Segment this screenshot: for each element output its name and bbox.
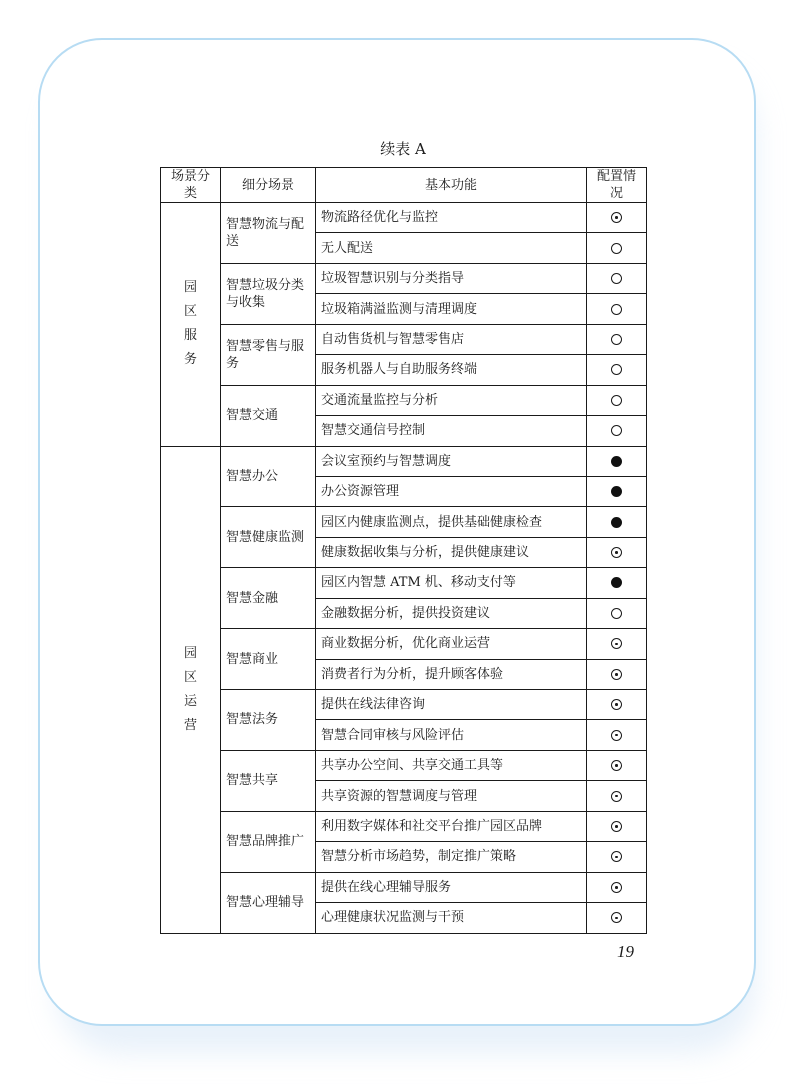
table-row — [161, 446, 647, 476]
config-cell — [587, 629, 647, 659]
header-subscene: 细分场景 — [221, 168, 316, 203]
open-circle-icon — [611, 304, 622, 315]
config-symbol — [622, 209, 623, 210]
config-cell — [587, 750, 647, 780]
filled-circle-icon — [611, 517, 622, 528]
config-symbol — [622, 757, 623, 758]
function-cell: 垃圾箱满溢监测与清理调度 — [316, 294, 587, 324]
function-cell: 消费者行为分析，提升顾客体验 — [316, 659, 587, 689]
table-row — [161, 690, 647, 720]
table-header-row — [161, 168, 647, 203]
config-cell — [587, 903, 647, 933]
function-cell: 心理健康状况监测与干预 — [316, 903, 587, 933]
function-cell: 垃圾智慧识别与分类指导 — [316, 263, 587, 293]
dotted-circle-icon — [611, 212, 622, 223]
config-symbol — [622, 392, 623, 393]
filled-circle-icon — [611, 577, 622, 588]
config-cell — [587, 781, 647, 811]
dotted-circle-icon — [611, 760, 622, 771]
dotted-circle-icon — [611, 791, 622, 802]
config-symbol — [622, 879, 623, 880]
config-cell — [587, 355, 647, 385]
function-cell: 无人配送 — [316, 233, 587, 263]
scene-category-label: 园区运营 — [184, 645, 198, 733]
config-symbol — [622, 788, 623, 789]
config-cell — [587, 811, 647, 841]
function-cell: 利用数字媒体和社交平台推广园区品牌 — [316, 811, 587, 841]
open-circle-icon — [611, 243, 622, 254]
table-row — [161, 568, 647, 598]
config-symbol — [622, 818, 623, 819]
function-cell: 提供在线心理辅导服务 — [316, 872, 587, 902]
dotted-circle-icon — [611, 912, 622, 923]
config-symbol — [622, 453, 623, 454]
function-cell: 会议室预约与智慧调度 — [316, 446, 587, 476]
function-cell: 智慧合同审核与风险评估 — [316, 720, 587, 750]
dotted-circle-icon — [611, 730, 622, 741]
config-symbol — [622, 270, 623, 271]
subscene-cell: 智慧交通 — [221, 385, 316, 446]
config-cell — [587, 598, 647, 628]
subscene-cell: 智慧物流与配送 — [221, 203, 316, 264]
function-cell: 物流路径优化与监控 — [316, 203, 587, 233]
filled-circle-icon — [611, 486, 622, 497]
config-symbol — [622, 422, 623, 423]
dotted-circle-icon — [611, 821, 622, 832]
open-circle-icon — [611, 334, 622, 345]
dotted-circle-icon — [611, 882, 622, 893]
config-cell — [587, 233, 647, 263]
filled-circle-icon — [611, 456, 622, 467]
open-circle-icon — [611, 425, 622, 436]
subscene-cell: 智慧共享 — [221, 750, 316, 811]
config-cell — [587, 416, 647, 446]
table-caption: 续表 A — [380, 140, 426, 158]
function-cell: 园区内健康监测点，提供基础健康检查 — [316, 507, 587, 537]
page-number: 19 — [617, 942, 634, 961]
table-row — [161, 324, 647, 354]
config-cell — [587, 842, 647, 872]
open-circle-icon — [611, 395, 622, 406]
config-cell — [587, 659, 647, 689]
config-symbol — [622, 361, 623, 362]
subscene-cell: 智慧法务 — [221, 690, 316, 751]
subscene-cell: 智慧零售与服务 — [221, 324, 316, 385]
dotted-circle-icon — [611, 669, 622, 680]
function-cell: 智慧交通信号控制 — [316, 416, 587, 446]
config-symbol — [622, 483, 623, 484]
function-cell: 服务机器人与自助服务终端 — [316, 355, 587, 385]
function-cell: 商业数据分析，优化商业运营 — [316, 629, 587, 659]
function-cell: 共享办公空间、共享交通工具等 — [316, 750, 587, 780]
header-function: 基本功能 — [316, 168, 587, 203]
config-symbol — [622, 301, 623, 302]
function-cell: 交通流量监控与分析 — [316, 385, 587, 415]
config-cell — [587, 385, 647, 415]
subscene-cell: 智慧垃圾分类与收集 — [221, 263, 316, 324]
subscene-cell: 智慧心理辅导 — [221, 872, 316, 933]
scene-category-cell — [161, 446, 221, 933]
dotted-circle-icon — [611, 851, 622, 862]
config-symbol — [622, 635, 623, 636]
function-cell: 共享资源的智慧调度与管理 — [316, 781, 587, 811]
table-row — [161, 750, 647, 780]
header-config: 配置情况 — [587, 168, 647, 203]
config-symbol — [622, 574, 623, 575]
table-row — [161, 872, 647, 902]
config-symbol — [622, 514, 623, 515]
dotted-circle-icon — [611, 699, 622, 710]
header-category: 场景分类 — [161, 168, 221, 203]
subscene-cell: 智慧健康监测 — [221, 507, 316, 568]
config-symbol — [622, 909, 623, 910]
scene-category-cell — [161, 203, 221, 447]
table-row — [161, 507, 647, 537]
config-cell — [587, 568, 647, 598]
config-cell — [587, 872, 647, 902]
config-symbol — [622, 240, 623, 241]
table-row — [161, 385, 647, 415]
open-circle-icon — [611, 273, 622, 284]
open-circle-icon — [611, 364, 622, 375]
config-cell — [587, 720, 647, 750]
config-symbol — [622, 605, 623, 606]
config-cell — [587, 203, 647, 233]
function-cell: 园区内智慧 ATM 机、移动支付等 — [316, 568, 587, 598]
config-cell — [587, 690, 647, 720]
config-cell — [587, 294, 647, 324]
config-cell — [587, 446, 647, 476]
table-row — [161, 811, 647, 841]
subscene-cell: 智慧办公 — [221, 446, 316, 507]
config-symbol — [622, 331, 623, 332]
function-cell: 金融数据分析，提供投资建议 — [316, 598, 587, 628]
config-cell — [587, 476, 647, 506]
table-row — [161, 263, 647, 293]
function-cell: 智慧分析市场趋势，制定推广策略 — [316, 842, 587, 872]
config-symbol — [622, 544, 623, 545]
function-cell: 自动售货机与智慧零售店 — [316, 324, 587, 354]
open-circle-icon — [611, 608, 622, 619]
function-cell: 提供在线法律咨询 — [316, 690, 587, 720]
table-row — [161, 629, 647, 659]
config-symbol — [622, 848, 623, 849]
function-cell: 健康数据收集与分析，提供健康建议 — [316, 537, 587, 567]
function-cell: 办公资源管理 — [316, 476, 587, 506]
scene-category-label: 园区服务 — [184, 280, 198, 368]
config-cell — [587, 507, 647, 537]
config-cell — [587, 537, 647, 567]
table-row — [161, 203, 647, 233]
config-symbol — [622, 727, 623, 728]
config-symbol — [622, 696, 623, 697]
config-cell — [587, 324, 647, 354]
config-cell — [587, 263, 647, 293]
config-symbol — [622, 666, 623, 667]
table-body — [161, 203, 647, 934]
subscene-cell: 智慧金融 — [221, 568, 316, 629]
subscene-cell: 智慧商业 — [221, 629, 316, 690]
subscene-cell: 智慧品牌推广 — [221, 811, 316, 872]
dotted-circle-icon — [611, 638, 622, 649]
scene-config-table — [160, 167, 647, 934]
dotted-circle-icon — [611, 547, 622, 558]
